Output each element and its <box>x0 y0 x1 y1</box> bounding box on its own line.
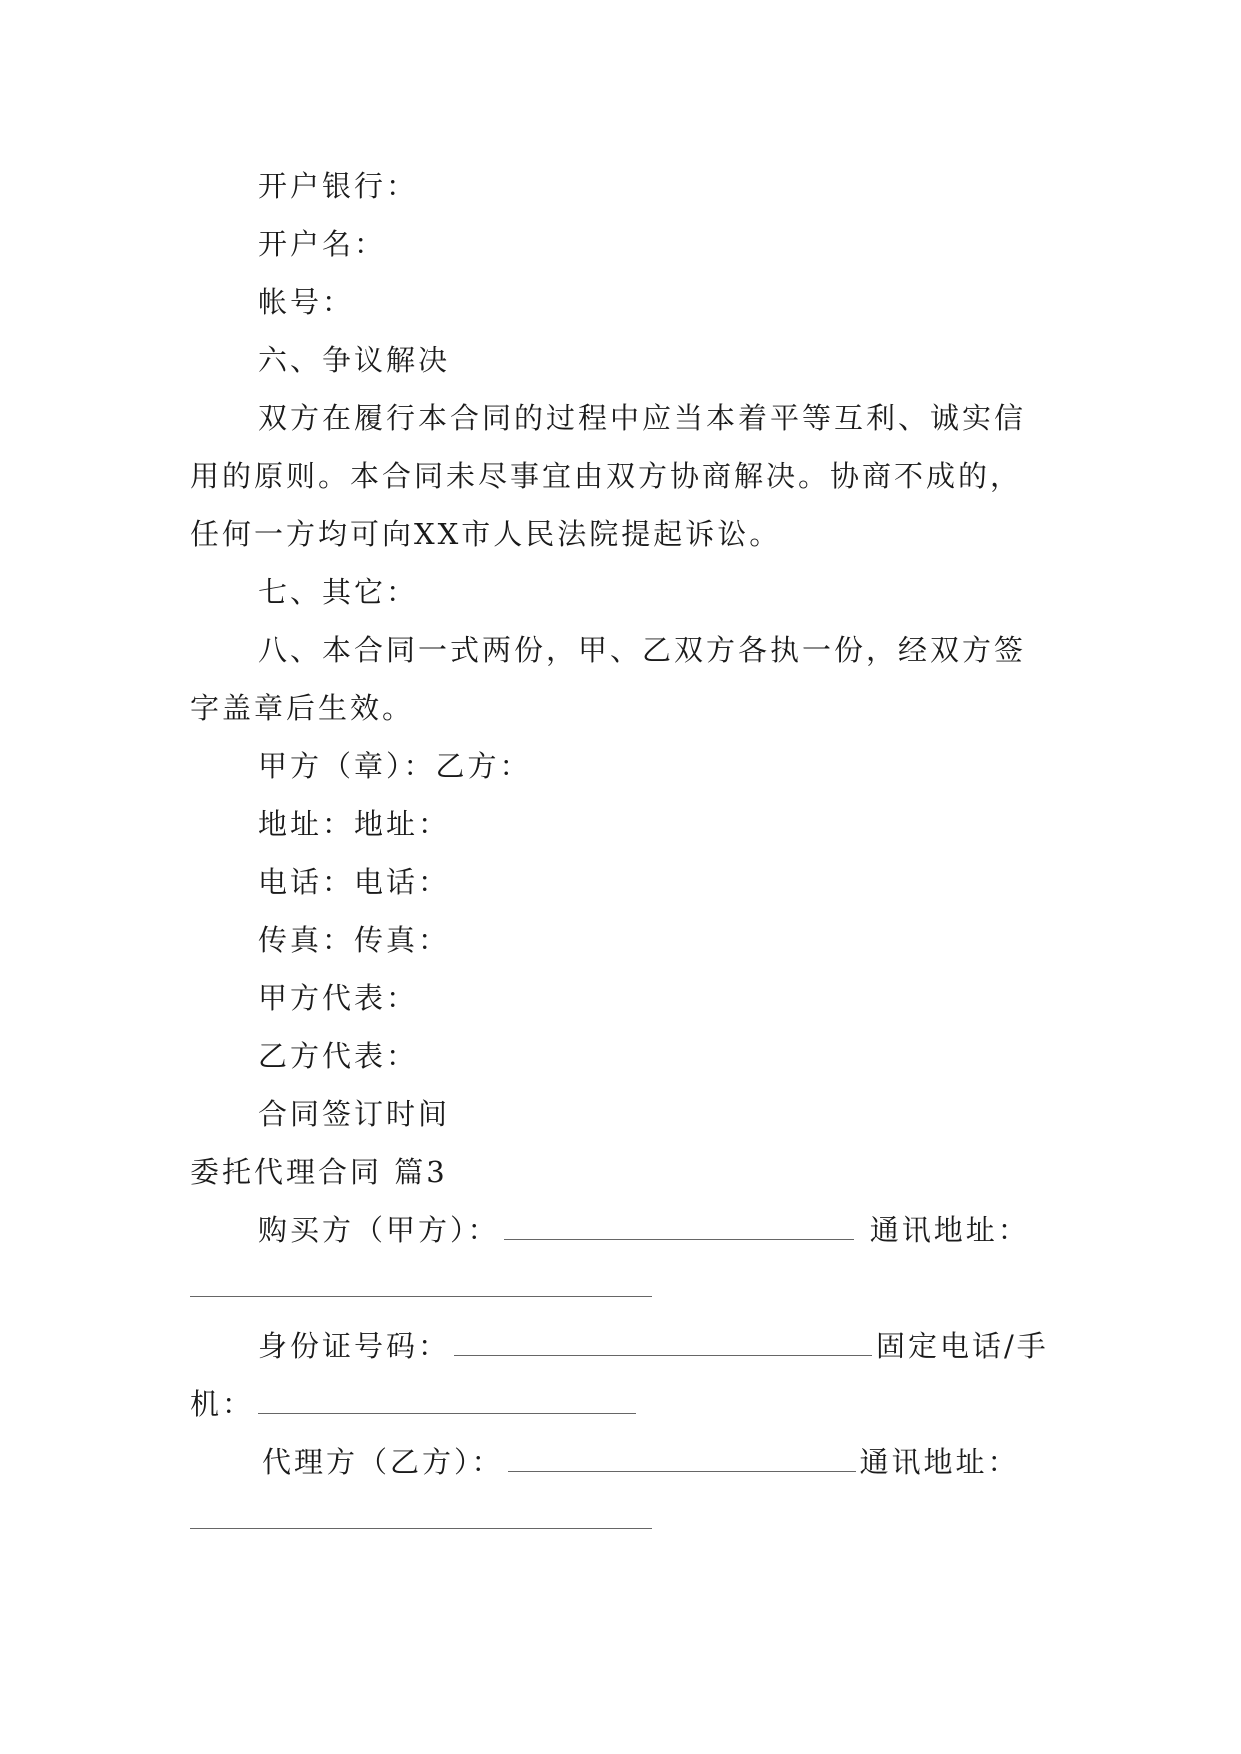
buyer-address-label: 通讯地址： <box>869 1213 1030 1247</box>
phone-blank <box>258 1387 636 1414</box>
section-eight-line-2: 字盖章后生效。 <box>190 691 415 725</box>
buyer-address-blank <box>190 1296 652 1297</box>
phone-line: 电话：电话： <box>258 865 451 899</box>
buyer-line <box>258 1210 1030 1250</box>
dispute-paragraph-line-3: 任何一方均可向XX市人民法院提起诉讼。 <box>190 517 782 551</box>
buyer-label: 购买方（甲方）： <box>258 1213 500 1247</box>
bank-name-line: 开户银行： <box>258 169 419 203</box>
id-number-label: 身份证号码： <box>258 1329 451 1363</box>
section-six-heading: 六、争议解决 <box>258 343 451 377</box>
buyer-name-blank <box>504 1213 854 1240</box>
id-number-blank <box>454 1329 872 1356</box>
dispute-paragraph-line-1: 双方在履行本合同的过程中应当本着平等互利、诚实信 <box>258 401 1027 435</box>
party-seal-line: 甲方（章）：乙方： <box>258 749 532 783</box>
contract-title: 委托代理合同 篇3 <box>190 1155 448 1189</box>
agent-name-blank <box>508 1445 856 1472</box>
party-b-rep-line: 乙方代表： <box>258 1039 419 1073</box>
phone-label-cont: 机： <box>190 1387 255 1421</box>
signing-date-line: 合同签订时间 <box>258 1097 451 1131</box>
party-a-rep-line: 甲方代表： <box>258 981 419 1015</box>
agent-label: 代理方（乙方）： <box>262 1445 504 1479</box>
agent-address-blank <box>190 1528 652 1529</box>
phone-line-cont <box>190 1384 640 1424</box>
id-line <box>258 1326 1049 1366</box>
fax-line: 传真：传真： <box>258 923 451 957</box>
account-number-line: 帐号： <box>258 285 355 319</box>
agent-line <box>262 1442 1020 1482</box>
account-name-line: 开户名： <box>258 227 387 261</box>
section-eight-line-1: 八、本合同一式两份，甲、乙双方各执一份，经双方签 <box>258 633 1027 667</box>
agent-address-label: 通讯地址： <box>859 1445 1020 1479</box>
dispute-paragraph-line-2: 用的原则。本合同未尽事宜由双方协商解决。协商不成的， <box>190 459 1023 493</box>
phone-label: 固定电话/手 <box>876 1329 1049 1363</box>
address-line: 地址：地址： <box>258 807 451 841</box>
section-seven-heading: 七、其它： <box>258 575 419 609</box>
